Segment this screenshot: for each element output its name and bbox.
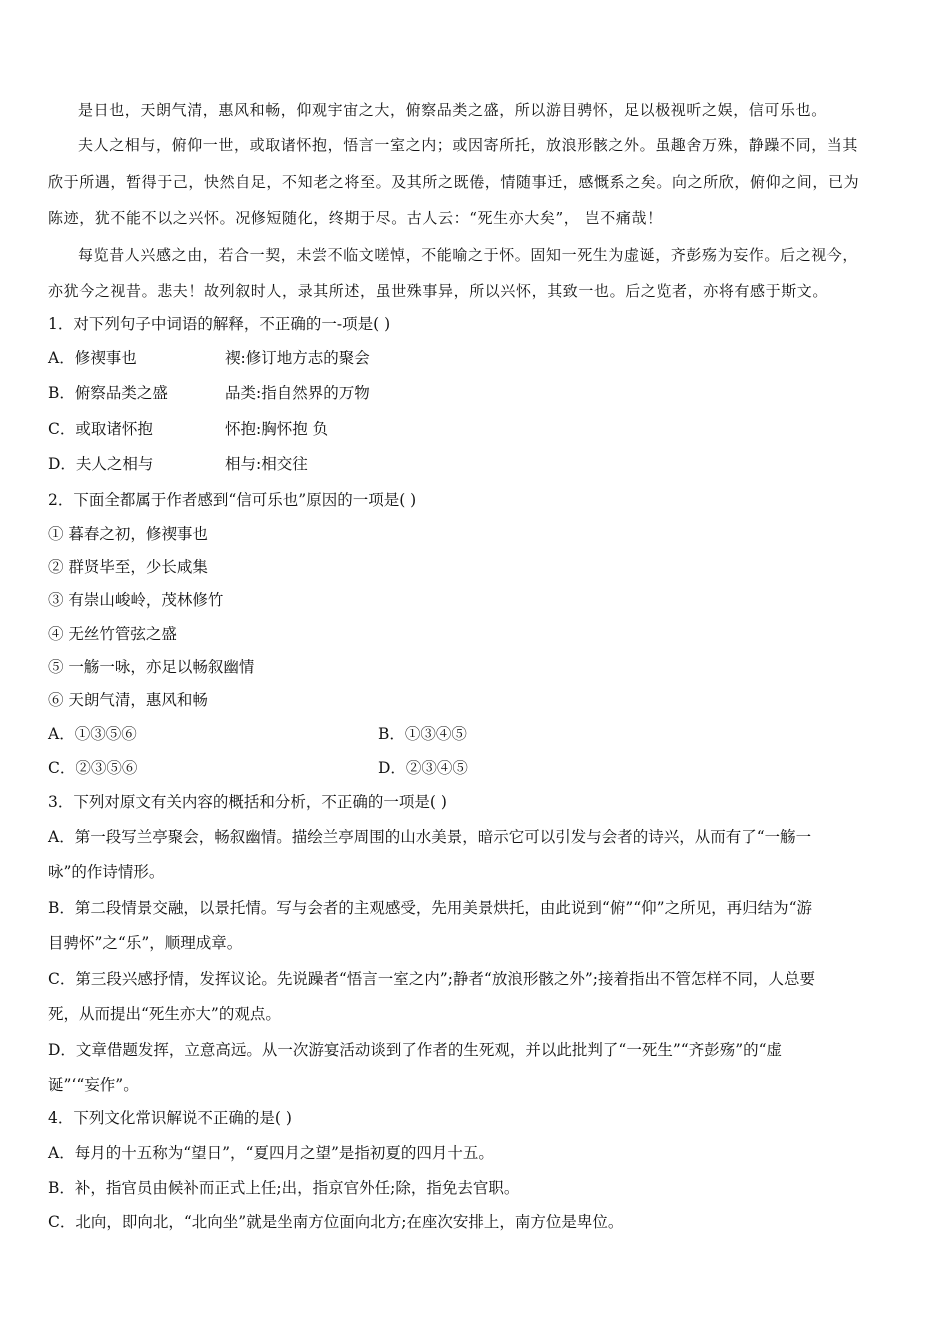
q3-option-line: 诞”‘“妄作”。 (48, 1076, 139, 1094)
q2-option-a: A．①③⑤⑥ (48, 725, 137, 743)
q2-item: ① 暮春之初，修禊事也 (48, 525, 208, 543)
q1-option-b-explain: 品类:指自然界的万物 (225, 384, 370, 402)
passage-line: 每览昔人兴感之由，若合一契，未尝不临文嗟悼，不能喻之于怀。固知一死生为虚诞，齐彭殇为妄作。后之视今， (78, 246, 859, 264)
q1-option-c-explain: 怀抱:胸怀抱 负 (225, 420, 329, 438)
q1-option-a-label: A．修禊事也 (48, 349, 137, 367)
q3-option-line: 咏”的作诗情形。 (48, 863, 165, 881)
passage-line: 陈迹，犹不能不以之兴怀。况修短随化，终期于尽。古人云：“死生亦大矣”， 岂不痛哉！ (48, 209, 663, 227)
q3-option-line: B．第二段情景交融，以景托情。写与会者的主观感受，先用美景烘托，由此说到“俯”“仰”之所见，再归结为“游 (48, 899, 813, 917)
question-1-stem: 1．对下列句子中词语的解释，不正确的一-项是( ) (48, 315, 391, 333)
q1-option-d-label: D．夫人之相与 (48, 455, 154, 473)
q2-item: ③ 有崇山峻岭，茂林修竹 (48, 591, 224, 609)
q3-option-line: D．文章借题发挥，立意高远。从一次游宴活动谈到了作者的生死观，并以此批判了“一死生”“齐彭殇”的“虚 (48, 1041, 783, 1059)
q4-option-line: B．补，指官员由候补而正式上任;出，指京官外任;除，指免去官职。 (48, 1179, 520, 1197)
q3-option-line: 目骋怀”之“乐”，顺理成章。 (48, 934, 243, 952)
q2-item: ⑥ 天朗气清，惠风和畅 (48, 691, 208, 709)
q3-option-line: 死，从而提出“死生亦大”的观点。 (48, 1005, 281, 1023)
q2-item: ④ 无丝竹管弦之盛 (48, 625, 177, 643)
q2-item: ⑤ 一觞一咏，亦足以畅叙幽情 (48, 658, 255, 676)
passage-line: 夫人之相与，俯仰一世，或取诸怀抱，悟言一室之内；或因寄所托，放浪形骸之外。虽趣舍万殊，静躁不同，当其 (78, 136, 859, 154)
q4-option-line: A．每月的十五称为“望日”，“夏四月之望”是指初夏的四月十五。 (48, 1144, 494, 1162)
passage-line: 欣于所遇，暂得于己，快然自足，不知老之将至。及其所之既倦，情随事迁，感慨系之矣。向之所欣，俯仰之间，已为 (48, 173, 860, 191)
q2-option-c: C．②③⑤⑥ (48, 759, 138, 777)
q2-item: ② 群贤毕至，少长咸集 (48, 558, 208, 576)
q4-option-line: C．北向，即向北，“北向坐”就是坐南方位面向北方;在座次安排上，南方位是卑位。 (48, 1213, 624, 1231)
q3-option-line: C．第三段兴感抒情，发挥议论。先说躁者“悟言一室之内”;静者“放浪形骸之外”;接着指出不管怎样不同，人总要 (48, 970, 816, 988)
q2-option-d: D．②③④⑤ (378, 759, 468, 777)
q1-option-b-label: B．俯察品类之盛 (48, 384, 168, 402)
q1-option-c-label: C．或取诸怀抱 (48, 420, 153, 438)
question-4-stem: 4．下列文化常识解说不正确的是( ) (48, 1109, 292, 1127)
question-3-stem: 3．下列对原文有关内容的概括和分析，不正确的一项是( ) (48, 793, 447, 811)
passage-line: 亦犹今之视昔。悲夫！故列叙时人，录其所述，虽世殊事异，所以兴怀，其致一也。后之览者，亦将有感于斯文。 (48, 282, 829, 300)
q1-option-a-explain: 禊:修订地方志的聚会 (225, 349, 370, 367)
q2-option-b: B．①③④⑤ (378, 725, 467, 743)
question-2-stem: 2．下面全都属于作者感到“信可乐也”原因的一项是( ) (48, 491, 417, 509)
passage-line: 是日也，天朗气清，惠风和畅，仰观宇宙之大，俯察品类之盛，所以游目骋怀，足以极视听之娱，信可乐也。 (78, 101, 827, 119)
q1-option-d-explain: 相与:相交往 (225, 455, 308, 473)
q3-option-line: A．第一段写兰亭聚会，畅叙幽情。描绘兰亭周围的山水美景，暗示它可以引发与会者的诗兴，从而有了“一觞一 (48, 828, 812, 846)
